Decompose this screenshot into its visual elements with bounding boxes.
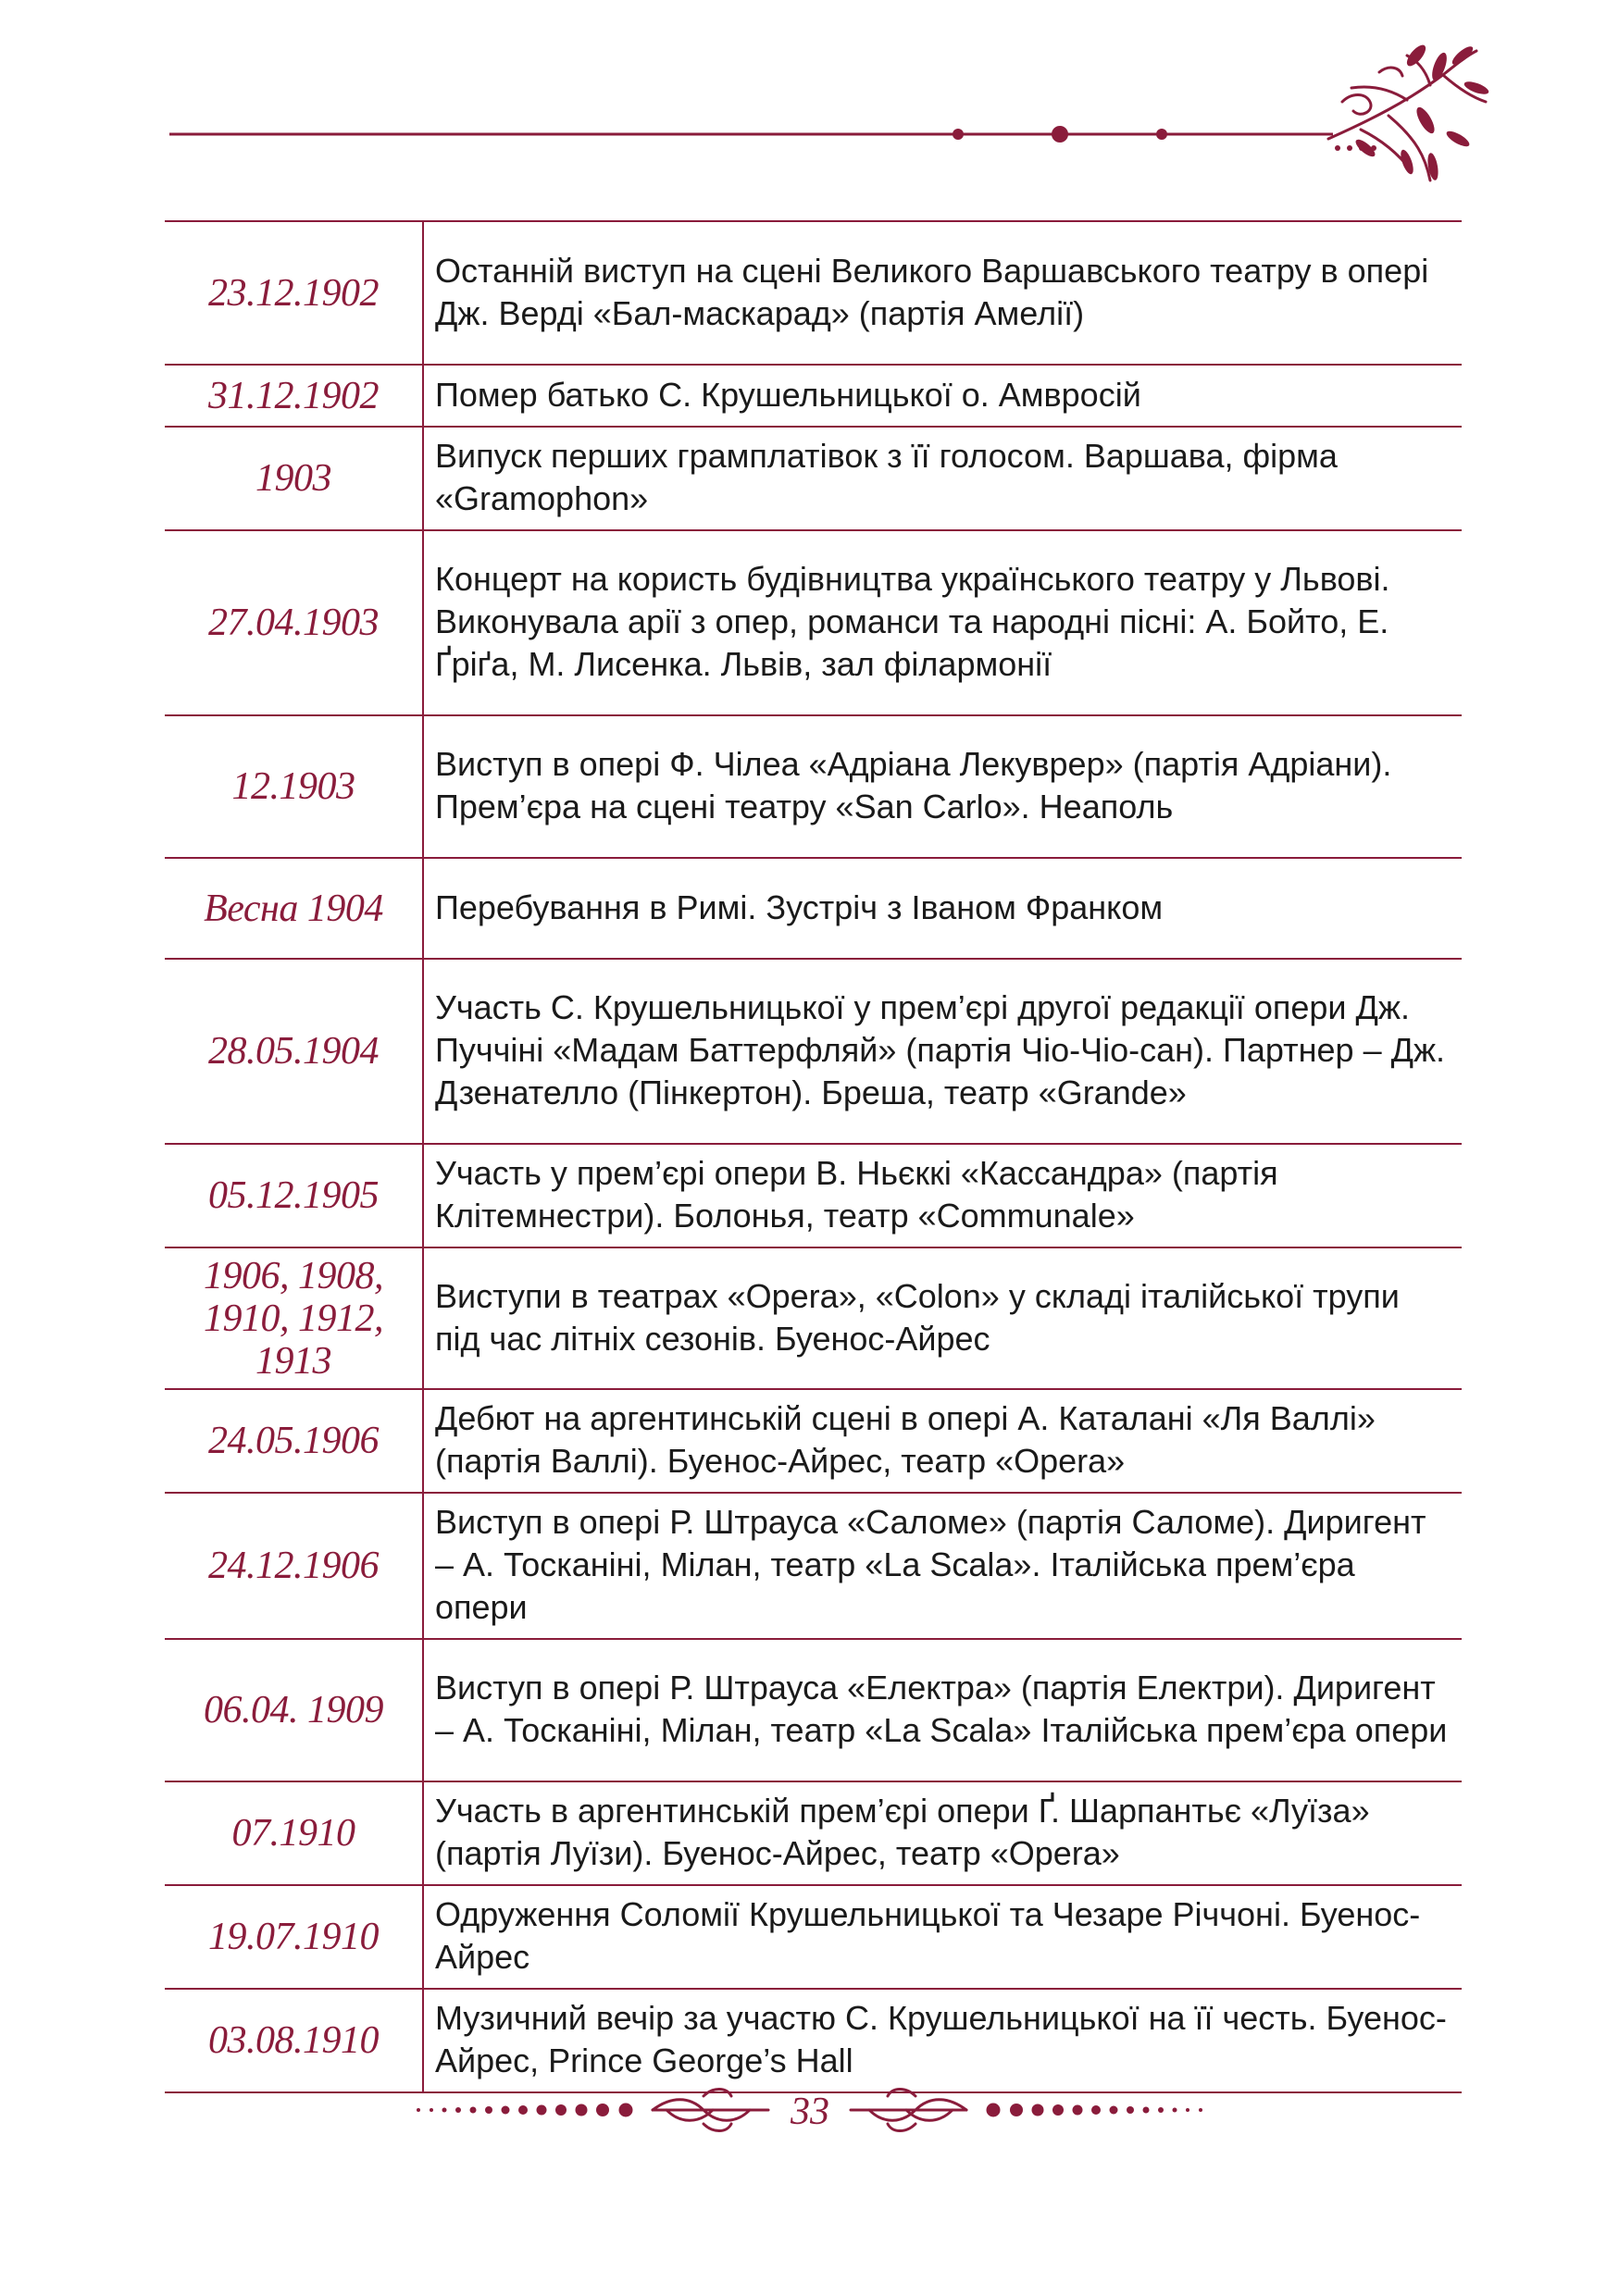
timeline-event: Виступ в опері Ф. Чілеа «Адріана Лекуврер» (партія Адріани). Прем’єра на сцені театру «San Carlo». Неаполь <box>435 745 1392 825</box>
timeline-date: 24.12.1906 <box>165 1493 423 1639</box>
timeline-row <box>165 530 1462 715</box>
timeline-date: 12.1903 <box>165 715 423 858</box>
timeline-date: 23.12.1902 <box>165 221 423 365</box>
timeline-event: Виступ в опері Р. Штрауса «Електра» (партія Електри). Диригент – А. Тосканіні, Мілан, театр «La Scala» Італійська прем’єра опери <box>435 1669 1448 1749</box>
scroll-flourish-icon <box>653 2090 768 2131</box>
timeline-event: Перебування в Римі. Зустріч з Іваном Франком <box>435 887 1164 926</box>
timeline-date: 1906, 1908, 1910, 1912, 1913 <box>165 1247 423 1389</box>
timeline-body <box>165 221 1462 2092</box>
timeline-table <box>165 220 1462 2093</box>
timeline-date: 07.1910 <box>165 1781 423 1885</box>
timeline-event: Участь С. Крушельницької у прем’єрі другої редакції опери Дж. Пуччіні «Мадам Баттерфляй» (партія Чіо-Чіо-сан). Партнер – Дж. Дзенателло (Пінкертон). Бреша, театр «Grande» <box>435 988 1446 1111</box>
timeline-row <box>165 427 1462 530</box>
timeline-event: Дебют на аргентинській сцені в опері А. Каталані «Ля Валлі» (партія Валлі). Буенос-Айрес, театр «Opera» <box>435 1399 1376 1480</box>
timeline-date: 31.12.1902 <box>165 365 423 427</box>
footer-dots-right <box>987 2104 1203 2117</box>
page-number: 33 <box>791 2091 829 2133</box>
scroll-flourish-icon <box>851 2090 966 2131</box>
timeline-row <box>165 1144 1462 1247</box>
timeline-row <box>165 1885 1462 1989</box>
timeline-event: Останній виступ на сцені Великого Варшавського театру в опері Дж. Верді «Бал-маскарад» (партія Амелії) <box>435 251 1429 332</box>
timeline-row <box>165 1639 1462 1781</box>
timeline-date: 1903 <box>165 427 423 530</box>
timeline-row <box>165 1389 1462 1493</box>
timeline-row <box>165 1781 1462 1885</box>
timeline-row <box>165 221 1462 365</box>
timeline-event: Помер батько С. Крушельницької о. Амвросій <box>435 375 1141 414</box>
timeline-event: Участь в аргентинській прем’єрі опери Ґ. Шарпантьє «Луїза» (партія Луїзи). Буенос-Айрес, театр «Opera» <box>435 1792 1370 1872</box>
timeline-row <box>165 1247 1462 1389</box>
timeline-row <box>165 1493 1462 1639</box>
timeline-event: Участь у прем’єрі опери В. Ньєккі «Кассандра» (партія Клітемнестри). Болонья, театр «Communale» <box>435 1154 1278 1235</box>
timeline-event: Випуск перших грамплатівок з її голосом. Варшава, фірма «Gramophon» <box>435 437 1338 517</box>
timeline-row <box>165 858 1462 959</box>
timeline-date: 28.05.1904 <box>165 959 423 1144</box>
timeline-row <box>165 959 1462 1144</box>
timeline-date: 05.12.1905 <box>165 1144 423 1247</box>
footer-dots-left <box>417 2104 633 2117</box>
timeline-row <box>165 715 1462 858</box>
timeline-event: Концерт на користь будівництва українського театру у Львові. Виконувала арії з опер, романси та народні пісні: А. Бойто, Е. Ґріґа, М. Лисенка. Львів, зал філармонії <box>435 560 1390 683</box>
floral-leaves <box>1335 42 1490 180</box>
timeline-date: Весна 1904 <box>165 858 423 959</box>
header-ornament <box>0 0 1619 204</box>
timeline-row <box>165 365 1462 427</box>
timeline-date: 03.08.1910 <box>165 1989 423 2092</box>
timeline-event: Музичний вечір за участю С. Крушельницької на її честь. Буенос-Айрес, Prince George’s Hall <box>435 1999 1447 2079</box>
timeline-date: 06.04. 1909 <box>165 1639 423 1781</box>
timeline-date: 27.04.1903 <box>165 530 423 715</box>
timeline-event: Виступ в опері Р. Штрауса «Саломе» (партія Саломе). Диригент – А. Тосканіні, Мілан, театр «La Scala». Італійська прем’єра опери <box>435 1503 1426 1626</box>
timeline-date: 24.05.1906 <box>165 1389 423 1493</box>
header-rule <box>169 126 1333 143</box>
timeline-event: Виступи в театрах «Opera», «Colon» у складі італійської трупи під час літніх сезонів. Буенос-Айрес <box>435 1276 1400 1358</box>
timeline-event: Одруження Соломії Крушельницької та Чезаре Річчоні. Буенос-Айрес <box>435 1895 1421 1976</box>
timeline-date: 19.07.1910 <box>165 1885 423 1989</box>
